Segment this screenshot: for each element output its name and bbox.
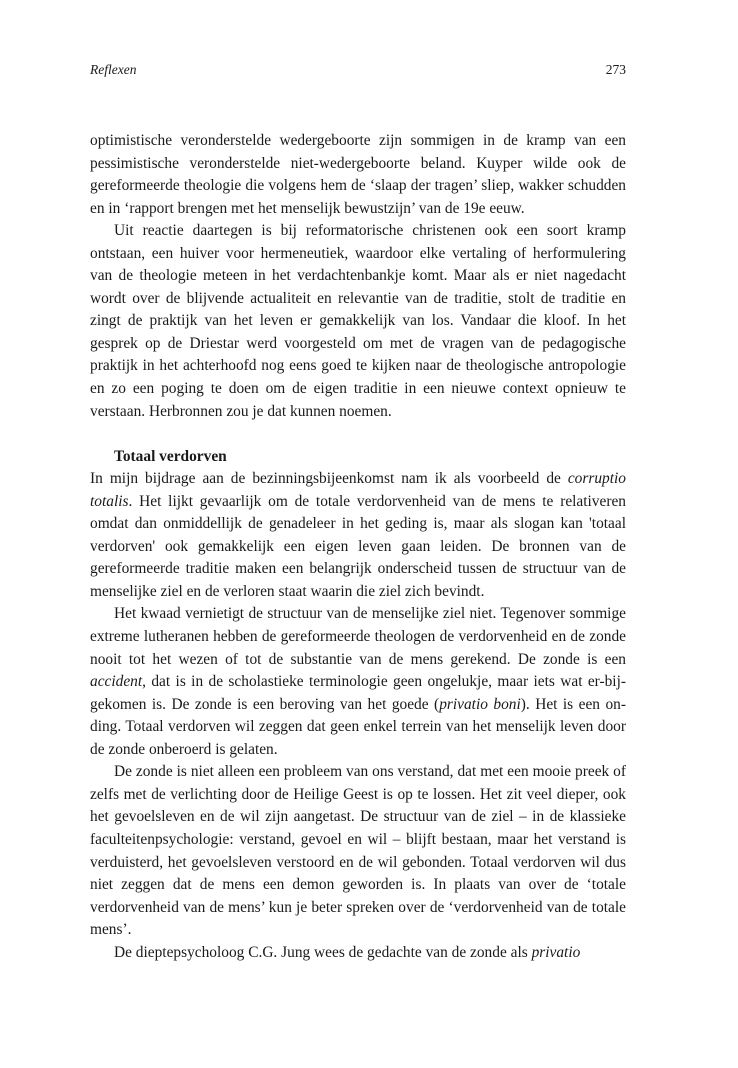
paragraph-4 — [90, 603, 626, 761]
paragraph-4-text-c: ). Het is een on-ding. Totaal verdorven wil zeggen dat geen enkel terrein van het menselijk leven door de zonde onberoerd is gelaten. — [90, 695, 626, 758]
body-text — [90, 130, 626, 964]
paragraph-4-text-a: Het kwaad vernietigt de structuur van de menselijke ziel niet. Tegenover sommige extreme lutheranen hebben de gereformeerde theologen de verdorvenheid en de zonde nooit tot het wezen of tot de substantie van de mens gerekend. De zonde is een — [90, 605, 626, 668]
paragraph-6-text-a: De dieptepsycholoog C.G. Jung wees de gedachte van de zonde als — [114, 943, 532, 961]
page-number: 273 — [605, 62, 626, 77]
paragraph-6 — [90, 942, 626, 965]
running-title: Reflexen — [90, 62, 137, 77]
paragraph-2: Uit reactie daartegen is bij reformatorische christenen ook een soort kramp ontstaan, een huiver voor hermeneutiek, waardoor elke vertaling of herformulering van de theologie meteen in het verdachtenbankje komt. Maar als er niet nagedacht wordt over de blijvende actualiteit en relevantie van de traditie, stolt de traditie en zingt de praktijk van het leven er gemakkelijk van los. Vandaar die kloof. In het gesprek op de Driestar werd voorgesteld om met de vragen van de pedagogische praktijk in het achterhoofd nog eens goed te kijken naar de theologische antropologie en zo een poging te doen om de eigen traditie in een nieuwe context opnieuw te verstaan. Herbronnen zou je dat kunnen noemen. — [90, 222, 626, 420]
section-gap — [90, 423, 626, 446]
section-heading: Totaal verdorven — [114, 447, 227, 465]
paragraph-5: De zonde is niet alleen een probleem van ons verstand, dat met een mooie preek of zelfs met de verlichting door de Heilige Geest is op te lossen. Het zit veel dieper, ook het gevoelsleven en de wil zijn aangetast. De structuur van de ziel – in de klassieke faculteitenpsychologie: verstand, gevoel en wil – blijft bestaan, maar het verstand is verduisterd, het gevoelsleven verstoord en de wil gebonden. Totaal verdorven wil dus niet zeggen dat de mens een demon geworden is. In plaats van over de ‘totale verdorvenheid van de mens’ kun je beter spreken over de ‘verdorvenheid van de totale mens’. — [90, 763, 626, 939]
paragraph-1: optimistische veronderstelde wedergeboorte zijn sommigen in de kramp van een pessimistische veronderstelde niet-wedergeboorte beland. Kuyper wilde ook de gereformeerde theologie die volgens hem de ‘slaap der tragen’ sliep, wakker schudden en in ‘rapport brengen met het menselijk bewustzijn’ van de 19e eeuw. — [90, 132, 626, 217]
paragraph-3-italic: corruptio totalis — [90, 470, 626, 510]
paragraph-4-italic-privatio-boni: privatio boni — [439, 695, 521, 713]
paragraph-4-italic-accident: accident — [90, 673, 143, 691]
running-header — [90, 62, 626, 84]
paragraph-3-text-a: In mijn bijdrage aan de bezinningsbijeenkomst nam ik als voorbeeld de — [90, 470, 568, 488]
paragraph-3 — [90, 468, 626, 603]
paragraph-6-italic: privatio — [531, 943, 581, 961]
paragraph-4-text-b: , dat is in de scholastieke terminologie geen ongelukje, maar iets wat er-bij-gekomen is. De zonde is een beroving van het goede ( — [90, 673, 626, 713]
paragraph-3-text-b: . Het lijkt gevaarlijk om de totale verdorvenheid van de mens te relativeren omdat dan onmiddellijk de genadeleer in het geding is, maar als slogan kan 'totaal verdorven' ook gemakkelijk een eigen leven gaan leiden. De bronnen van de gereformeerde traditie maken een belangrijk onderscheid tussen de structuur van de menselijke ziel en de verloren staat waarin die ziel zich bevindt. — [90, 492, 626, 600]
